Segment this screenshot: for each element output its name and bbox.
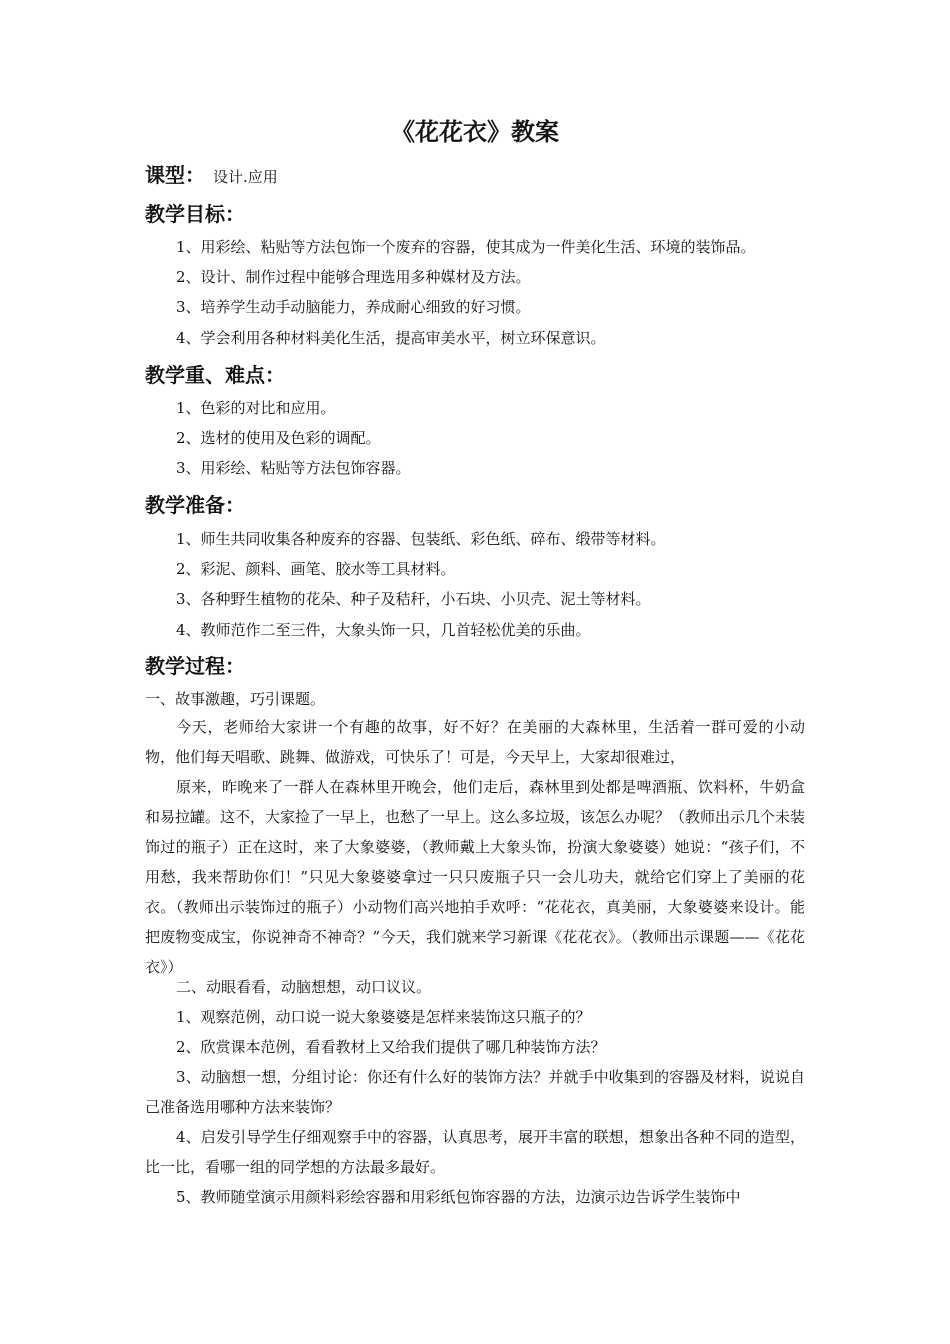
document-title: 《花花衣》教案 [391, 117, 559, 146]
process-part1-title: 一、故事激趣，巧引课题。 [145, 690, 326, 708]
process-step: 2、欣赏课本范例，看看教材上又给我们提供了哪几种装饰方法？ [176, 1038, 606, 1056]
goal-item: 3、培养学生动手动脑能力，养成耐心细致的好习惯。 [176, 298, 531, 316]
process-step: 4、启发引导学生仔细观察手中的容器，认真思考，展开丰富的联想，想象出各种不同的造型，比一比，看哪一组的同学想的方法最多最好。 [145, 1128, 805, 1176]
goal-item: 2、设计、制作过程中能够合理选用多种媒材及方法。 [176, 268, 531, 286]
preparation-item: 4、教师范作二至三件，大象头饰一只，几首轻松优美的乐曲。 [176, 621, 591, 639]
key-points-heading: 教学重、难点： [145, 363, 285, 387]
key-point-item: 2、选材的使用及色彩的调配。 [176, 429, 381, 447]
goal-item: 4、学会利用各种材料美化生活，提高审美水平，树立环保意识。 [176, 329, 606, 347]
lesson-type-value: 设计.应用 [213, 168, 278, 186]
story-paragraph-1: 今天，老师给大家讲一个有趣的故事，好不好？在美丽的大森林里，生活着一群可爱的小动物，他们每天唱歌、跳舞、做游戏，可快乐了！可是，今天早上，大家却很难过， [145, 718, 805, 766]
preparation-item: 3、各种野生植物的花朵、种子及秸秆，小石块、小贝壳、泥土等材料。 [176, 590, 651, 608]
process-step: 5、教师随堂演示用颜料彩绘容器和用彩纸包饰容器的方法，边演示边告诉学生装饰中 [176, 1188, 741, 1206]
key-point-item: 3、用彩绘、粘贴等方法包饰容器。 [176, 459, 411, 477]
preparation-item: 2、彩泥、颜料、画笔、胶水等工具材料。 [176, 560, 456, 578]
key-point-item: 1、色彩的对比和应用。 [176, 399, 336, 417]
preparation-item: 1、师生共同收集各种废弃的容器、包装纸、彩色纸、碎布、缎带等材料。 [176, 530, 666, 548]
goal-item: 1、用彩绘、粘贴等方法包饰一个废弃的容器，使其成为一件美化生活、环境的装饰品。 [176, 238, 756, 256]
process-step: 1、观察范例，动口说一说大象婆婆是怎样来装饰这只瓶子的？ [176, 1008, 591, 1026]
process-heading: 教学过程： [145, 654, 245, 678]
lesson-type-label: 课型： [145, 163, 205, 187]
story-paragraph-2: 原来，昨晚来了一群人在森林里开晚会，他们走后，森林里到处都是啤酒瓶、饮料杯，牛奶盒和易拉罐。这不，大家捡了一早上，也愁了一早上。这么多垃圾，该怎么办呢？（教师出示几个未装饰过的瓶子）正在这时，来了大象婆婆，（教师戴上大象头饰，扮演大象婆婆）她说：“孩子们，不用愁，我来帮助你们！”只见大象婆婆拿过一只只废瓶子只一会儿功夫，就给它们穿上了美丽的花衣。（教师出示装饰过的瓶子）小动物们高兴地拍手欢呼：“花花衣，真美丽，大象婆婆来设计。能把废物变成宝，你说神奇不神奇？”今天，我们就来学习新课《花花衣》。（教师出示课题——《花花衣》） [145, 778, 806, 976]
process-part2-title: 二、动眼看看，动脑想想，动口议议。 [176, 978, 432, 996]
preparation-heading: 教学准备： [145, 493, 245, 517]
goals-heading: 教学目标： [145, 202, 245, 226]
process-step: 3、动脑想一想，分组讨论：你还有什么好的装饰方法？并就手中收集到的容器及材料，说说自己准备选用哪种方法来装饰？ [145, 1068, 805, 1116]
lesson-type-line [145, 160, 278, 192]
